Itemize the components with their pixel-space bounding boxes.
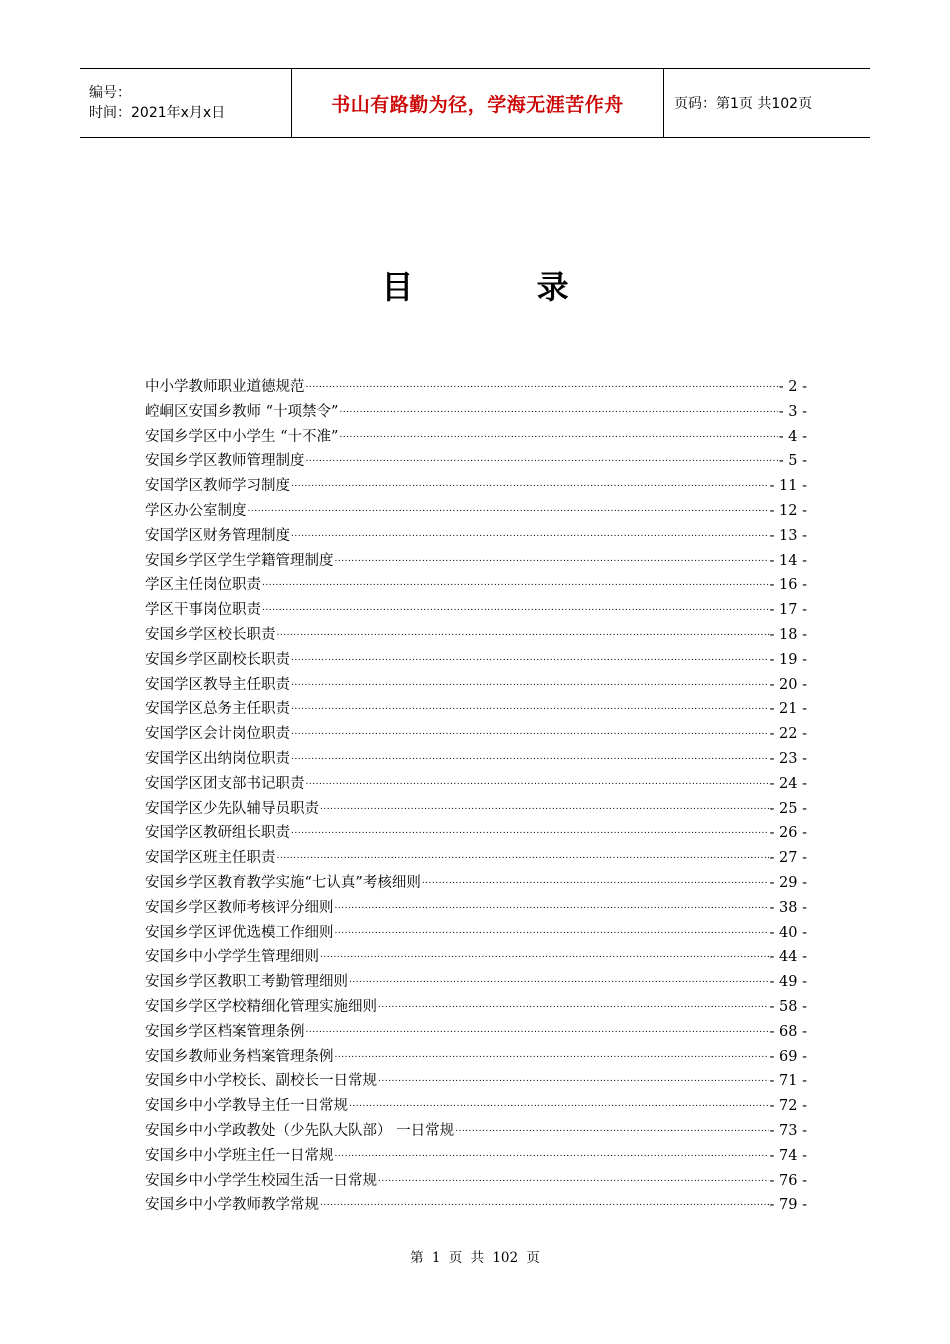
- toc-dot-leader: [422, 867, 769, 894]
- toc-dot-leader: [306, 445, 778, 472]
- toc-entry-title: 安国学区出纳岗位职责: [145, 750, 290, 767]
- toc-dot-leader: [291, 644, 769, 671]
- toc-entry-page: - 68 -: [769, 1023, 807, 1040]
- toc-entry-page: - 18 -: [769, 626, 807, 643]
- toc-entry-page: - 24 -: [769, 775, 807, 792]
- toc-dot-leader: [262, 569, 769, 596]
- toc-entry-page: - 26 -: [769, 825, 807, 842]
- toc-entry-title: 安国学区团支部书记职责: [145, 775, 305, 792]
- toc-entry-title: 安国学区会计岗位职责: [145, 726, 290, 743]
- toc-dot-leader: [378, 1065, 769, 1092]
- toc-dot-leader: [320, 941, 769, 968]
- toc-dot-leader: [291, 693, 769, 720]
- toc-entry-title: 安国乡学区中小学生 “十不准”: [145, 428, 339, 445]
- toc-entry-title: 学区干事岗位职责: [145, 602, 261, 619]
- toc-entry-title: 安国乡中小学教师教学常规: [145, 1197, 319, 1214]
- toc-entry-page: - 38 -: [769, 899, 807, 916]
- toc-entry-page: - 23 -: [769, 750, 807, 767]
- toc-entry-page: - 13 -: [769, 527, 807, 544]
- toc-entry-title: 安国乡学区教育教学实施“七认真”考核细则: [145, 874, 421, 891]
- toc-entry-title: 安国学区财务管理制度: [145, 527, 290, 544]
- toc-entry-page: - 73 -: [769, 1122, 807, 1139]
- page-header: [80, 68, 870, 138]
- toc-entry-title: 中小学教师职业道德规范: [145, 379, 305, 395]
- toc-entry-title: 安国乡中小学班主任一日常规: [145, 1147, 334, 1164]
- toc-dot-leader: [335, 892, 769, 919]
- toc-entry-title: 学区主任岗位职责: [145, 577, 261, 594]
- toc-dot-leader: [277, 619, 769, 646]
- toc-entry-page: - 79 -: [769, 1197, 807, 1214]
- page-footer: 第 1 页 共 102 页: [410, 1250, 540, 1266]
- header-motto-cell: [291, 69, 664, 137]
- toc-dot-leader: [262, 594, 769, 621]
- toc-entry-page: - 44 -: [769, 949, 807, 966]
- toc-entry-page: - 71 -: [769, 1073, 807, 1090]
- toc-dot-leader: [248, 495, 769, 522]
- toc-entry-title: 安国学区教师学习制度: [145, 478, 290, 495]
- toc-entry-page: - 3 -: [778, 403, 807, 420]
- toc-entry-title: 安国学区教导主任职责: [145, 676, 290, 693]
- toc-entry-page: - 12 -: [769, 502, 807, 519]
- toc-dot-leader: [306, 1016, 769, 1043]
- toc-entry-page: - 21 -: [769, 701, 807, 718]
- toc-entry-title: 安国乡学区教师考核评分细则: [145, 899, 334, 916]
- toc-entry-page: - 49 -: [769, 974, 807, 991]
- toc-dot-leader: [320, 793, 769, 820]
- toc-dot-leader: [339, 396, 777, 423]
- toc-dot-leader: [291, 817, 769, 844]
- toc-dot-leader: [378, 1165, 769, 1192]
- toc-heading: 目 录: [381, 268, 625, 306]
- toc-entry-page: - 11 -: [769, 478, 807, 495]
- toc-dot-leader: [349, 966, 769, 993]
- toc-dot-leader: [320, 1189, 769, 1216]
- toc-entry-title: 安国学区班主任职责: [145, 850, 276, 867]
- toc-entry-title: 安国乡学区教职工考勤管理细则: [145, 974, 348, 991]
- toc-entry-title: 学区办公室制度: [145, 502, 247, 519]
- toc-entry-title: 安国乡中小学教导主任一日常规: [145, 1098, 348, 1115]
- toc-entry-page: - 74 -: [769, 1147, 807, 1164]
- document-date-label: 时间：2021年x月x日: [89, 105, 226, 121]
- toc-dot-leader: [277, 842, 769, 869]
- toc-entry-page: - 25 -: [769, 800, 807, 817]
- toc-entry-title: 崆峒区安国乡教师 “十项禁令”: [145, 403, 339, 420]
- toc-entry-title: 安国乡中小学学生管理细则: [145, 949, 319, 966]
- toc-dot-leader: [335, 545, 769, 572]
- toc-entry-title: 安国学区教研组长职责: [145, 825, 290, 842]
- toc-entry-page: - 17 -: [769, 602, 807, 619]
- document-number-label: 编号：: [89, 85, 131, 101]
- toc-entry-title: 安国乡学区学生学籍管理制度: [145, 552, 334, 569]
- toc-dot-leader: [339, 421, 777, 448]
- toc-entry-page: - 27 -: [769, 850, 807, 867]
- toc-dot-leader: [335, 917, 769, 944]
- toc-entry-title: 安国乡中小学学生校园生活一日常规: [145, 1172, 377, 1189]
- toc-entry-title: 安国学区少先队辅导员职责: [145, 800, 319, 817]
- header-meta: [80, 69, 291, 137]
- toc-dot-leader: [291, 718, 769, 745]
- toc-entry-title: 安国乡学区学校精细化管理实施细则: [145, 998, 377, 1015]
- toc-dot-leader: [335, 1140, 769, 1167]
- toc-entry-title: 安国乡学区档案管理条例: [145, 1023, 305, 1040]
- toc-entry-page: - 22 -: [769, 726, 807, 743]
- toc-entry[interactable]: [145, 1193, 807, 1218]
- toc-entry-title: 安国学区总务主任职责: [145, 701, 290, 718]
- toc-entry-title: 安国乡学区校长职责: [145, 626, 276, 643]
- toc-entry-page: - 20 -: [769, 676, 807, 693]
- toc-dot-leader: [455, 1115, 768, 1142]
- toc-entry-title: 安国乡学区教师管理制度: [145, 453, 305, 470]
- table-of-contents: [145, 375, 807, 1218]
- toc-entry-page: - 19 -: [769, 651, 807, 668]
- toc-dot-leader: [378, 991, 769, 1018]
- toc-entry-page: - 40 -: [769, 924, 807, 941]
- toc-entry-page: - 76 -: [769, 1172, 807, 1189]
- toc-entry-page: - 14 -: [769, 552, 807, 569]
- toc-entry-page: - 2 -: [778, 379, 807, 395]
- toc-entry-page: - 69 -: [769, 1048, 807, 1065]
- header-motto: 书山有路勤为径，学海无涯苦作舟: [331, 93, 624, 116]
- toc-dot-leader: [291, 470, 769, 497]
- header-page-info: 页码：第1页 共102页: [674, 96, 813, 112]
- toc-entry-page: - 5 -: [778, 453, 807, 470]
- toc-entry-title: 安国乡教师业务档案管理条例: [145, 1048, 334, 1065]
- toc-entry-title: 安国乡学区评优选模工作细则: [145, 924, 334, 941]
- toc-entry-page: - 16 -: [769, 577, 807, 594]
- toc-dot-leader: [306, 371, 778, 398]
- header-page-info-cell: [664, 69, 812, 137]
- toc-entry-page: - 58 -: [769, 998, 807, 1015]
- toc-dot-leader: [306, 768, 769, 795]
- toc-dot-leader: [291, 669, 769, 696]
- toc-entry-page: - 29 -: [769, 874, 807, 891]
- toc-entry-page: - 4 -: [778, 428, 807, 445]
- toc-dot-leader: [291, 520, 769, 547]
- toc-dot-leader: [335, 1041, 769, 1068]
- toc-entry-page: - 72 -: [769, 1098, 807, 1115]
- toc-dot-leader: [349, 1090, 769, 1117]
- toc-entry-title: 安国乡中小学校长、副校长一日常规: [145, 1073, 377, 1090]
- toc-dot-leader: [291, 743, 769, 770]
- toc-entry-title: 安国乡中小学政教处（少先队大队部） 一日常规: [145, 1122, 455, 1139]
- toc-entry-title: 安国乡学区副校长职责: [145, 651, 290, 668]
